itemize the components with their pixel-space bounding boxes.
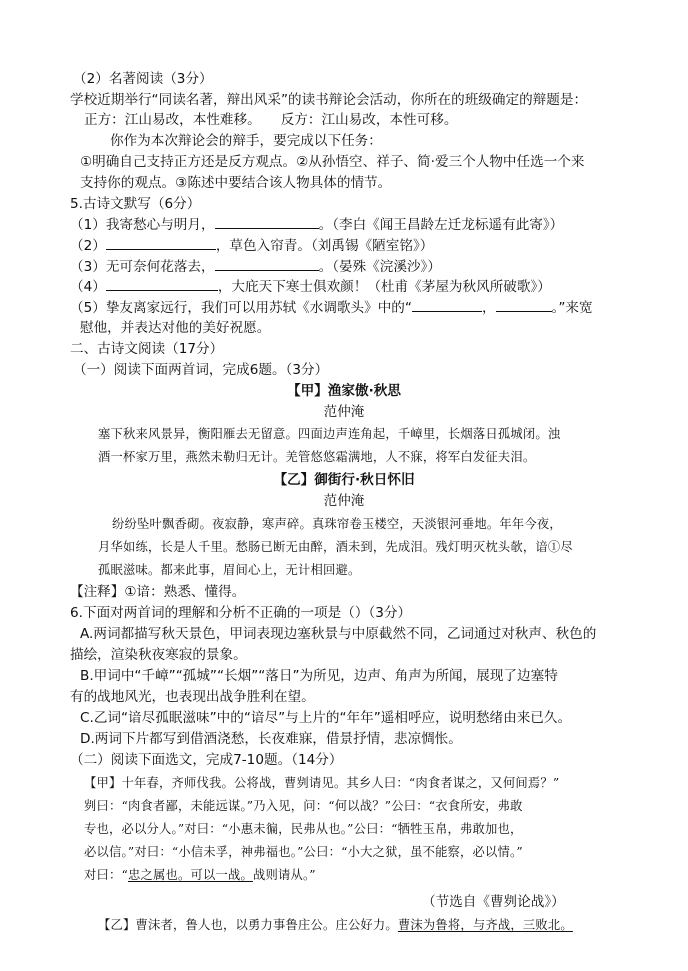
prose-jia-line-1: 【甲】十年春，齐师伐我。公将战，曹刿请见。其乡人曰：“肉食者谋之，又何间焉？”	[84, 776, 560, 790]
question-6-stem: 6.下面对两首词的理解和分析不正确的一项是（）（3分）	[70, 605, 412, 621]
answer-blank[interactable]	[412, 298, 482, 312]
q5-comma: ，	[481, 300, 496, 316]
poem-yi-author: 范仲淹	[323, 493, 365, 509]
dictation-q5-cont: 慰他，并表达对他的美好祝愿。	[80, 320, 271, 336]
section-heading-famous-books: （2）名著阅读（3分）	[73, 71, 213, 87]
q3-suffix: 。（晏殊《浣溪沙》）	[318, 259, 441, 275]
dictation-q1	[70, 215, 563, 234]
subsection-heading-2: （二）阅读下面选文，完成7-10题。（14分）	[70, 752, 343, 768]
q5-prefix: （5）挚友离家远行，我们可以用苏轼《水调歌头》中的“	[70, 300, 412, 316]
poem-jia-title: 【甲】渔家傲·秋思	[287, 383, 401, 399]
answer-blank[interactable]	[106, 236, 216, 250]
underlined-sentence: 曹沫为鲁将，与齐战，三败北。	[397, 918, 573, 932]
task-line-2: 支持你的观点。③陈述中要结合该人物具体的情节。	[80, 175, 392, 191]
poem-yi-line-3: 孤眠滋味。都来此事，眉间心上，无计相回避。	[98, 563, 361, 577]
line-5-suffix: 战则请从。”	[252, 868, 316, 882]
subsection-heading-1: （一）阅读下面两首词，完成6题。（3分）	[73, 362, 329, 378]
line-5-prefix: 对曰：“	[84, 868, 128, 882]
affirmative-side: 正方：江山易改，本性难移。	[84, 112, 261, 128]
poem-yi-line-2: 月华如练，长是人千里。愁肠已断无由醉，酒未到，先成泪。残灯明灭枕头欹，谙①尽	[98, 540, 573, 554]
prose-jia-line-2: 刿曰：“肉食者鄙，未能远谋。”乃入见，问：“何以战？”公曰：“衣食所安，弗敢	[84, 799, 523, 813]
option-a-line-2: 描绘，渲染秋夜寒寂的景象。	[70, 647, 247, 663]
option-c: C.乙词“谙尽孤眠滋味”中的“谙尽”与上片的“年年”遥相呼应，说明愁绪由来已久。	[80, 710, 572, 726]
answer-blank[interactable]	[215, 215, 319, 229]
option-b-line-1: B.甲词中“千嶂”“孤城”“长烟”“落日”为所见，边声、角声为所闻，展现了边塞特	[80, 668, 558, 684]
debate-intro: 学校近期举行“同读名著，辩出风采”的读书辩论会活动，你所在的班级确定的辩题是：	[70, 92, 588, 108]
underlined-sentence: 忠之属也。可以一战。	[127, 868, 253, 882]
option-d: D.两词下片都写到借酒浇愁，长夜难寐，借景抒情，悲凉惆怅。	[80, 731, 462, 747]
q1-suffix: 。（李白《闻王昌龄左迁龙标遥有此寄》）	[318, 217, 564, 233]
prose-jia-line-4: 必以信。”对曰：“小信未孚，神弗福也。”公曰：“小大之狱，虽不能察，必以情。”	[84, 845, 523, 859]
dictation-q2	[70, 236, 433, 255]
debate-sides	[84, 111, 457, 129]
dictation-q3	[70, 257, 441, 276]
source-citation: （节选自《曹刿论战》）	[422, 894, 565, 910]
poem-jia-line-1: 塞下秋来风景异，衡阳雁去无留意。四面边声连角起，千嶂里，长烟落日孤城闭。浊	[98, 427, 561, 441]
q4-prefix: （4）	[70, 279, 106, 295]
task-intro: 你作为本次辩论会的辩手，要完成以下任务：	[110, 133, 382, 149]
poem-jia-line-2: 酒一杯家万里，燕然未勒归无计。羌管悠悠霜满地，人不寐，将军白发征夫泪。	[98, 450, 536, 464]
option-b-line-2: 有的战地风光，也表现出战争胜利在望。	[70, 689, 315, 705]
q3-prefix: （3）无可奈何花落去，	[70, 259, 215, 275]
annotation-note: 【注释】①谙：熟悉、懂得。	[70, 584, 246, 600]
section-heading-dictation: 5.古诗文默写（6分）	[70, 196, 201, 212]
dictation-q5	[70, 298, 593, 317]
answer-blank[interactable]	[106, 277, 218, 291]
q5-suffix: 。”来宽	[551, 300, 593, 316]
answer-blank[interactable]	[215, 257, 319, 271]
dictation-q4	[70, 277, 551, 296]
section-heading-poetry: 二、古诗文阅读（17分）	[70, 341, 224, 357]
poem-yi-line-1: 纷纷坠叶飘香砌。夜寂静，寒声碎。真珠帘卷玉楼空，天淡银河垂地。年年今夜，	[112, 517, 562, 531]
prose-yi-line-1	[98, 916, 573, 934]
q2-prefix: （2）	[70, 238, 106, 254]
yi-prefix: 【乙】曹沫者，鲁人也，以勇力事鲁庄公。庄公好力。	[98, 918, 398, 932]
q1-prefix: （1）我寄愁心与明月，	[70, 217, 215, 233]
poem-jia-author: 范仲淹	[323, 404, 365, 420]
prose-jia-line-3: 专也，必以分人。”对曰：“小惠未徧，民弗从也。”公曰：“牺牲玉帛，弗敢加也，	[84, 822, 523, 836]
q2-suffix: ，草色入帘青。（刘禹锡《陋室铭》）	[215, 238, 434, 254]
negative-side: 反方：江山易改，本性可移。	[280, 112, 458, 128]
q4-suffix: ，大庇天下寒士俱欢颜！（杜甫《茅屋为秋风所破歌》）	[217, 279, 551, 295]
answer-blank[interactable]	[496, 298, 552, 312]
option-a-line-1: A.两词都描写秋天景色，甲词表现边塞秋景与中原截然不同，乙词通过对秋声、秋色的	[80, 626, 597, 642]
prose-jia-line-5	[84, 866, 316, 884]
task-line-1: ①明确自己支持正方还是反方观点。②从孙悟空、祥子、简·爱三个人物中任选一个来	[80, 154, 585, 170]
poem-yi-title: 【乙】御街行·秋日怀旧	[273, 472, 415, 488]
